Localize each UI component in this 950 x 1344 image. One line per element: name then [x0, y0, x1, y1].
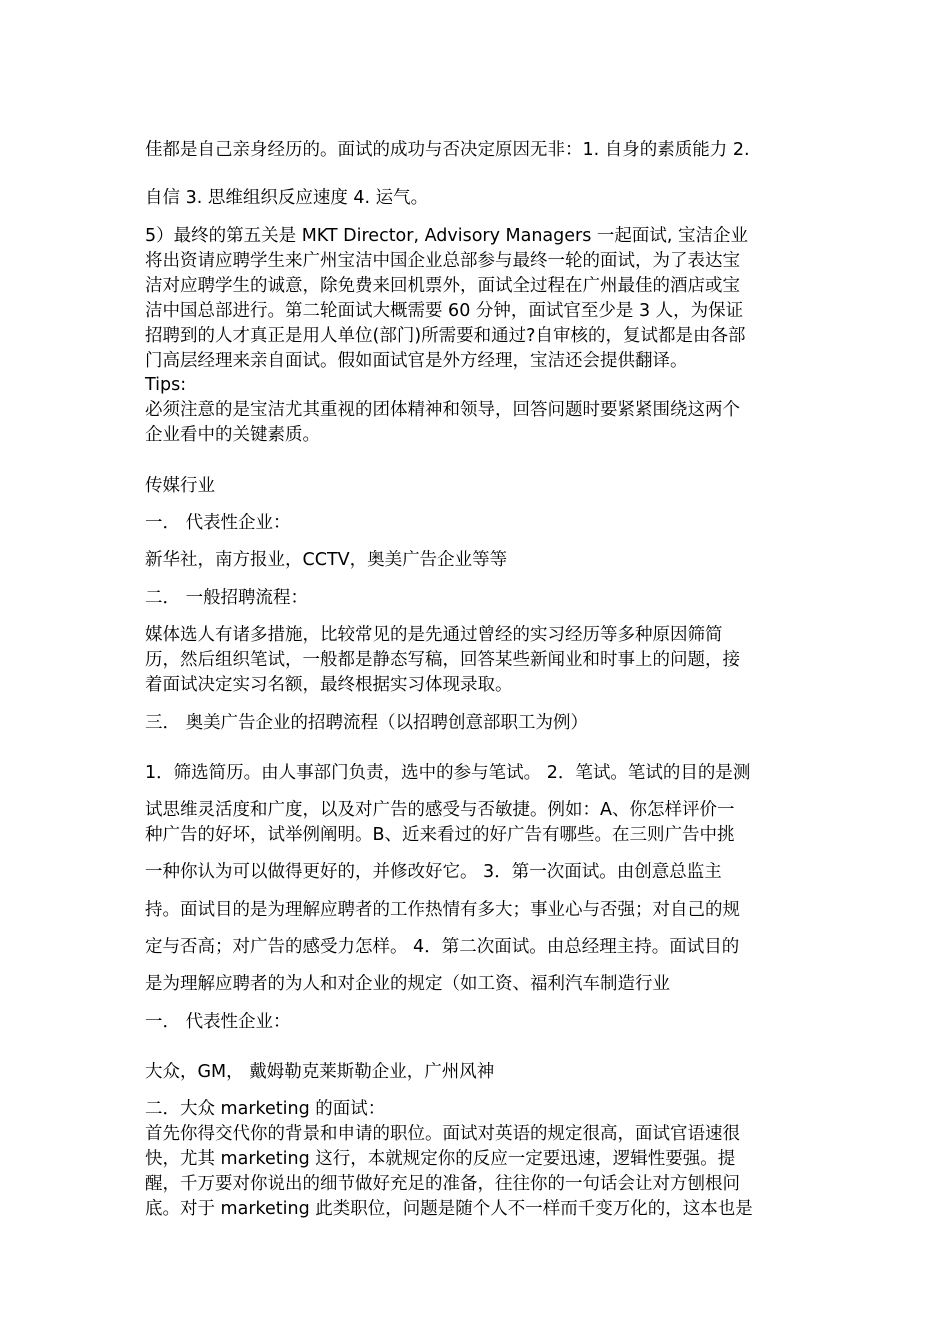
- text-line: 一． 代表性企业：: [145, 513, 291, 533]
- text-line: 历，然后组织笔试，一般都是静态写稿，回答某些新闻业和时事上的问题，接: [145, 650, 740, 670]
- paragraph-ogilvy-2: [145, 798, 810, 848]
- paragraph-vw-marketing: [145, 1097, 810, 1222]
- text-line: 二．大众 marketing 的面试：: [145, 1099, 386, 1119]
- paragraph-media-companies: [145, 548, 810, 573]
- text-line: 传媒行业: [145, 476, 215, 496]
- paragraph-3: [145, 224, 810, 374]
- text-line: 三． 奥美广告企业的招聘流程（以招聘创意部职工为例）: [145, 713, 589, 733]
- paragraph-media-process: [145, 623, 810, 698]
- text-line: 自信 3. 思维组织反应速度 4. 运气。: [145, 188, 429, 208]
- text-line: 快，尤其 marketing 这行，本就规定你的反应一定要迅速，逻辑性要强。提: [145, 1149, 736, 1169]
- paragraph-ogilvy-4: [145, 898, 810, 923]
- text-line: 种广告的好坏，试举例阐明。B、近来看过的好广告有哪些。在三则广告中挑: [145, 825, 735, 845]
- text-line: 是为理解应聘者的为人和对企业的规定（如工资、福利汽车制造行业: [145, 974, 670, 994]
- text-line: 大众，GM， 戴姆勒克莱斯勒企业，广州风神: [145, 1062, 495, 1082]
- paragraph-tips: [145, 398, 810, 448]
- paragraph-ogilvy-6: [145, 972, 810, 997]
- text-line: 1．筛选简历。由人事部门负责，选中的参与笔试。 2．笔试。笔试的目的是测: [145, 763, 751, 783]
- text-line: 企业看中的关键素质。: [145, 425, 320, 445]
- tips-heading: [145, 373, 810, 398]
- section-heading-media: [145, 474, 810, 499]
- text-line: 一种你认为可以做得更好的，并修改好它。 3．第一次面试。由创意总监主: [145, 862, 722, 882]
- subheading-ogilvy: [145, 711, 810, 736]
- paragraph-2: [145, 186, 810, 211]
- text-line: 试思维灵活度和广度，以及对广告的感受与否敏捷。例如：A、你怎样评价一: [145, 800, 735, 820]
- paragraph-ogilvy-5: [145, 935, 810, 960]
- text-line: 门高层经理来亲自面试。假如面试官是外方经理，宝洁还会提供翻译。: [145, 351, 688, 371]
- paragraph-ogilvy-3: [145, 860, 810, 885]
- text-line: 新华社，南方报业，CCTV，奥美广告企业等等: [145, 550, 508, 570]
- text-line: 首先你得交代你的背景和申请的职位。面试对英语的规定很高，面试官语速很: [145, 1124, 740, 1144]
- text-line: Tips:: [145, 375, 187, 395]
- text-line: 5）最终的第五关是 MKT Director, Advisory Managers 一起面试, 宝洁企业: [145, 226, 749, 246]
- paragraph-1: [145, 138, 810, 163]
- text-line: 必须注意的是宝洁尤其重视的团体精神和领导，回答问题时要紧紧围绕这两个: [145, 400, 740, 420]
- text-line: 定与否高；对广告的感受力怎样。 4．第二次面试。由总经理主持。面试目的: [145, 937, 740, 957]
- subheading-representative: [145, 511, 810, 536]
- text-line: 醒，千万要对你说出的细节做好充足的准备，往往你的一句话会让对方刨根问: [145, 1174, 740, 1194]
- text-line: 着面试决定实习名额，最终根据实习体现录取。: [145, 675, 513, 695]
- text-line: 底。对于 marketing 此类职位，问题是随个人不一样而千变万化的，这本也是: [145, 1199, 753, 1219]
- text-line: 佳都是自己亲身经历的。面试的成功与否决定原因无非：1. 自身的素质能力 2.: [145, 140, 750, 160]
- text-line: 招聘到的人才真正是用人单位(部门)所需要和通过?自审核的，复试都是由各部: [145, 326, 746, 346]
- subheading-auto-representative: [145, 1010, 810, 1035]
- subheading-process: [145, 586, 810, 611]
- text-line: 洁对应聘学生的诚意，除免费来回机票外，面试全过程在广州最佳的酒店或宝: [145, 276, 740, 296]
- text-line: 媒体选人有诸多措施，比较常见的是先通过曾经的实习经历等多种原因筛简: [145, 625, 723, 645]
- text-line: 二． 一般招聘流程：: [145, 588, 309, 608]
- text-line: 将出资请应聘学生来广州宝洁中国企业总部参与最终一轮的面试，为了表达宝: [145, 251, 740, 271]
- text-line: 一． 代表性企业：: [145, 1012, 291, 1032]
- paragraph-auto-companies: [145, 1060, 810, 1085]
- text-line: 持。面试目的是为理解应聘者的工作热情有多大；事业心与否强；对自己的规: [145, 900, 740, 920]
- text-line: 洁中国总部进行。第二轮面试大概需要 60 分钟，面试官至少是 3 人，为保证: [145, 301, 744, 321]
- paragraph-ogilvy-1: [145, 761, 810, 786]
